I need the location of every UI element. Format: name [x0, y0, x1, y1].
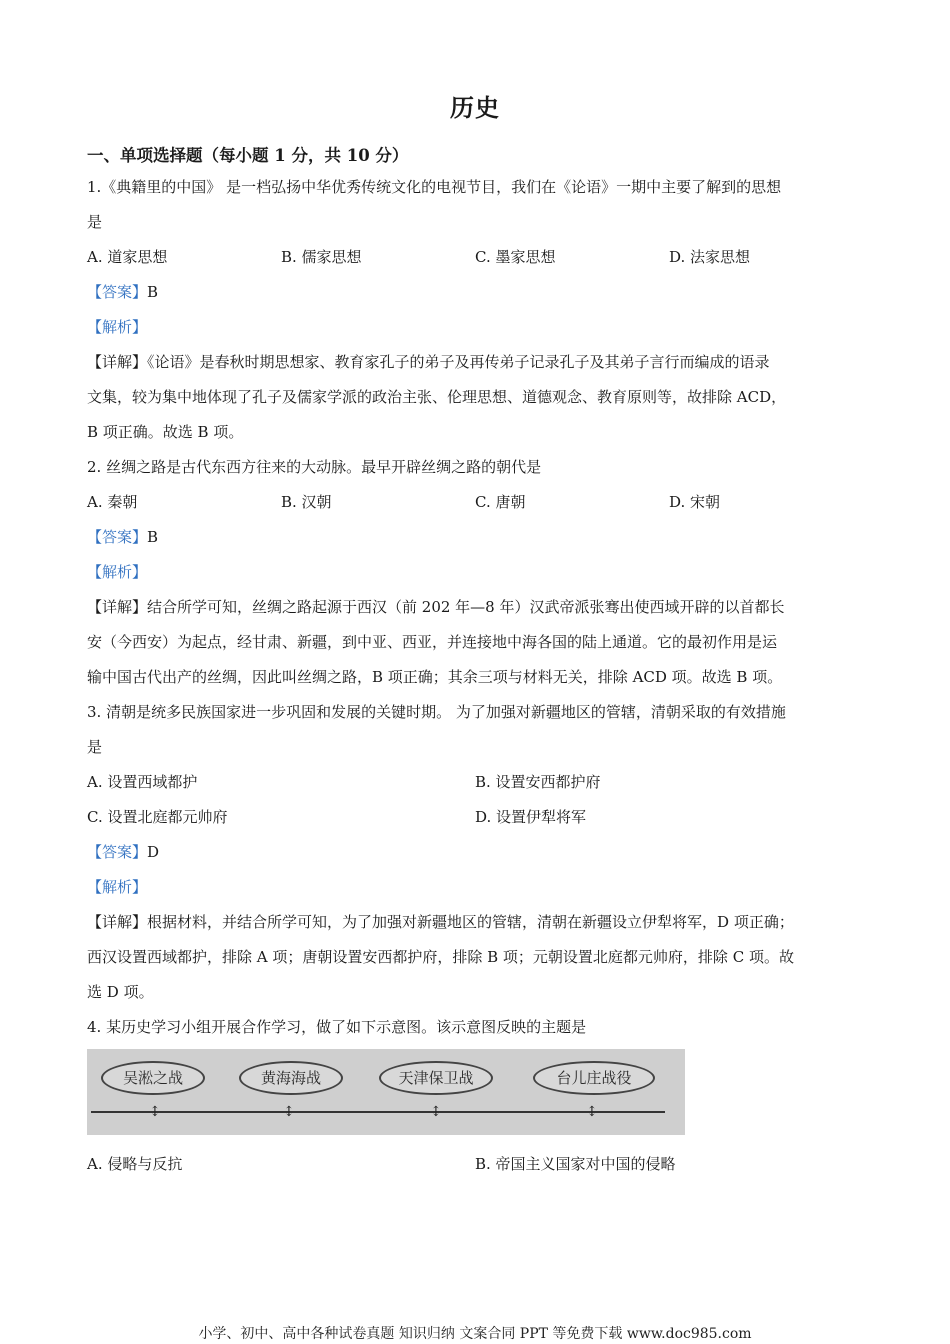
q1-answer [87, 275, 867, 310]
q1-stem-line-2: 是 [87, 213, 103, 231]
analysis-tag: 【解析】 [87, 318, 148, 336]
arrow-icon: ↕ [149, 1104, 161, 1120]
q3-answer [87, 835, 867, 870]
q1-detail-line-3: B 项正确。故选 B 项。 [87, 423, 244, 441]
q2-stem-line-1: 2. 丝绸之路是古代东西方往来的大动脉。最早开辟丝绸之路的朝代是 [87, 458, 542, 476]
q2-options [87, 485, 867, 520]
arrow-icon: ↕ [586, 1104, 598, 1120]
arrow-icon: ↕ [283, 1104, 295, 1120]
q4-option-a: A. 侵略与反抗 [87, 1155, 183, 1173]
q3-detail-line-1 [87, 905, 867, 940]
q3-detail-line-2: 西汉设置西域都护，排除 A 项；唐朝设置安西都护府，排除 B 项；元朝设置北庭都元帅府，排除 C 项。故 [87, 948, 794, 966]
q1-answer-value: B [147, 283, 159, 301]
section-heading: 一、单项选择题（每小题 1 分，共 10 分） [87, 146, 409, 165]
q2-option-d: D. 宋朝 [669, 493, 721, 511]
answer-tag: 【答案】 [87, 528, 148, 546]
q2-option-a: A. 秦朝 [87, 493, 138, 511]
q3-option-a: A. 设置西域都护 [87, 773, 198, 791]
page-footer: 小学、初中、高中各种试卷真题 知识归纳 文案合同 PPT 等免费下载 www.doc985.com [198, 1326, 752, 1342]
analysis-tag: 【解析】 [87, 878, 148, 896]
q3-stem-line-1: 3. 清朝是统多民族国家进一步巩固和发展的关键时期。 为了加强对新疆地区的管辖，清朝采取的有效措施 [87, 703, 786, 721]
answer-tag: 【答案】 [87, 283, 148, 301]
q2-option-c: C. 唐朝 [475, 493, 526, 511]
q3-options-row-1 [87, 765, 867, 800]
q2-detail-line-1 [87, 590, 867, 625]
q3-detail-text-1: 根据材料，并结合所学可知，为了加强对新疆地区的管辖，清朝在新疆设立伊犁将军，D 项正确； [147, 913, 794, 931]
diagram-label-1: 吴淞之战 [101, 1061, 205, 1095]
q1-option-d: D. 法家思想 [669, 248, 751, 266]
detail-tag: 【详解】 [87, 913, 148, 931]
analysis-tag: 【解析】 [87, 563, 148, 581]
detail-tag: 【详解】 [87, 353, 148, 371]
q4-option-b: B. 帝国主义国家对中国的侵略 [475, 1155, 676, 1173]
q2-answer-value: B [147, 528, 159, 546]
q1-detail-text-1: 《论语》是春秋时期思想家、教育家孔子的弟子及再传弟子记录孔子及其弟子言行而编成的语录 [147, 353, 770, 371]
q4-options-row-1 [87, 1147, 867, 1182]
diagram-label-3: 天津保卫战 [379, 1061, 493, 1095]
q3-analysis [87, 870, 867, 905]
answer-tag: 【答案】 [87, 843, 148, 861]
q1-option-a: A. 道家思想 [87, 248, 168, 266]
q2-answer [87, 520, 867, 555]
q2-option-b: B. 汉朝 [281, 493, 332, 511]
diagram-label-4: 台儿庄战役 [533, 1061, 655, 1095]
q3-stem-line-2: 是 [87, 738, 103, 756]
q1-analysis [87, 310, 867, 345]
q2-detail-text-1: 结合所学可知，丝绸之路起源于西汉（前 202 年—8 年）汉武帝派张骞出使西域开辟的以首都长 [147, 598, 785, 616]
q3-answer-value: D [147, 843, 160, 861]
exam-content [87, 142, 867, 1182]
q2-detail-line-3: 输中国古代出产的丝绸，因此叫丝绸之路，B 项正确；其余三项与材料无关，排除 ACD 项。故选 B 项。 [87, 668, 783, 686]
q1-detail-line-2: 文集，较为集中地体现了孔子及儒家学派的政治主张、伦理思想、道德观念、教育原则等，故排除 ACD， [87, 388, 787, 406]
q1-option-b: B. 儒家思想 [281, 248, 362, 266]
q2-analysis [87, 555, 867, 590]
q3-options-row-2 [87, 800, 867, 835]
diagram-label-2: 黄海海战 [239, 1061, 343, 1095]
arrow-icon: ↕ [430, 1104, 442, 1120]
q3-option-b: B. 设置安西都护府 [475, 773, 601, 791]
q3-option-d: D. 设置伊犁将军 [475, 808, 587, 826]
timeline-axis [91, 1111, 665, 1113]
q2-detail-line-2: 安（今西安）为起点，经甘肃、新疆，到中亚、西亚，并连接地中海各国的陆上通道。它的最初作用是运 [87, 633, 778, 651]
q4-stem-line-1: 4. 某历史学习小组开展合作学习，做了如下示意图。该示意图反映的主题是 [87, 1018, 587, 1036]
timeline-diagram [87, 1049, 685, 1135]
detail-tag: 【详解】 [87, 598, 148, 616]
page-title: 历史 [450, 93, 500, 122]
q3-option-c: C. 设置北庭都元帅府 [87, 808, 228, 826]
q1-stem-line-1: 1.《典籍里的中国》 是一档弘扬中华优秀传统文化的电视节目，我们在《论语》一期中主要了解到的思想 [87, 178, 782, 196]
q3-detail-line-3: 选 D 项。 [87, 983, 154, 1001]
q1-options [87, 240, 867, 275]
q1-detail-line-1 [87, 345, 867, 380]
q1-option-c: C. 墨家思想 [475, 248, 556, 266]
